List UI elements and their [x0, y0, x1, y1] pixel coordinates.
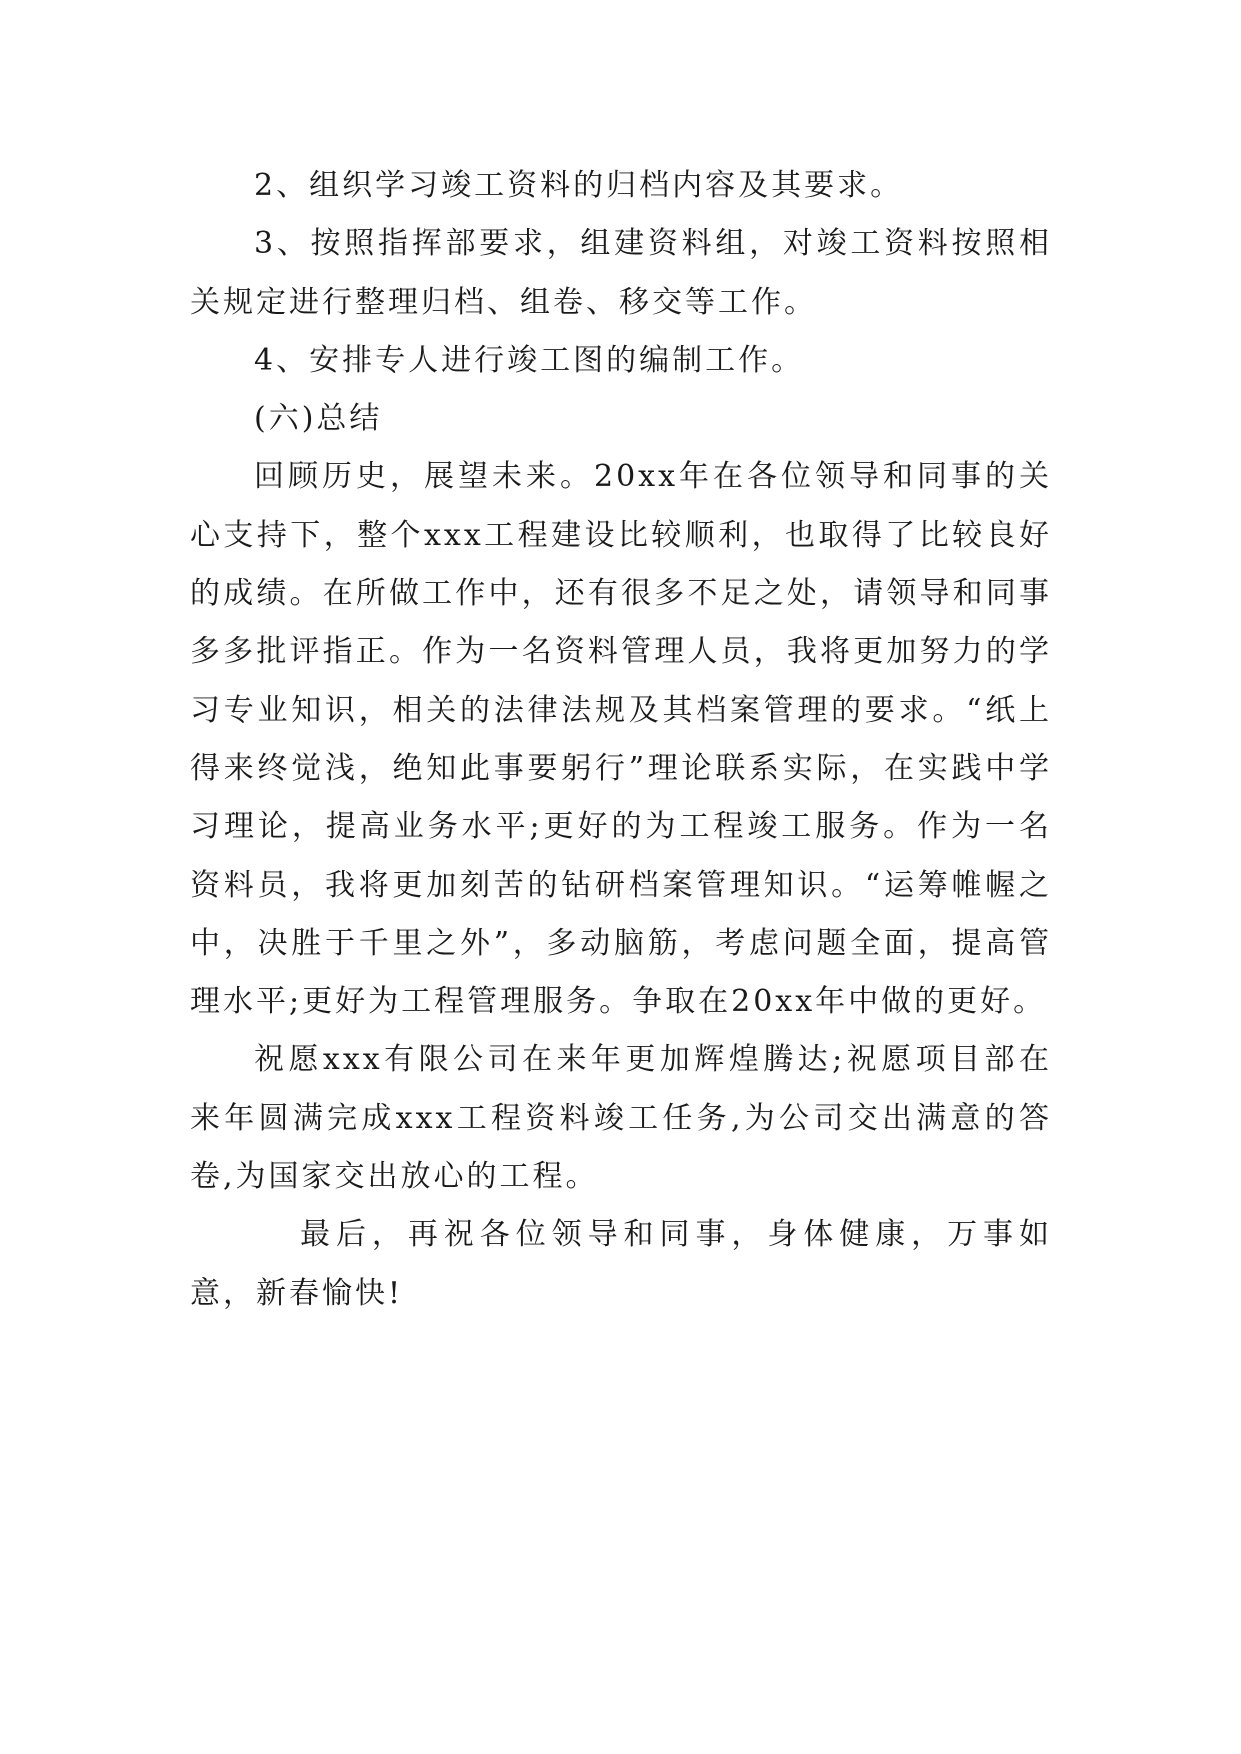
document-body [190, 157, 1052, 1323]
wishes-paragraph: 祝愿xxx有限公司在来年更加辉煌腾达;祝愿项目部在来年圆满完成xxx工程资料竣工任务,为公司交出满意的答卷,为国家交出放心的工程。 [190, 1042, 1052, 1195]
summary-paragraph: 回顾历史，展望未来。20xx年在各位领导和同事的关心支持下，整个xxx工程建设比较顺利，也取得了比较良好的成绩。在所做工作中，还有很多不足之处，请领导和同事多多批评指正。作为一名资料管理人员，我将更加努力的学习专业知识，相关的法律法规及其档案管理的要求。“纸上得来终觉浅，绝知此事要躬行”理论联系实际，在实践中学习理论，提高业务水平;更好的为工程竣工服务。作为一名资料员，我将更加刻苦的钻研档案管理知识。“运筹帷幄之中，决胜于千里之外”，多动脑筋，考虑问题全面，提高管理水平;更好为工程管理服务。争取在20xx年中做的更好。 [190, 459, 1052, 1020]
paragraph-item-2: 2、组织学习竣工资料的归档内容及其要求。 [254, 168, 904, 203]
paragraph-item-3: 3、按照指挥部要求，组建资料组，对竣工资料按照相关规定进行整理归档、组卷、移交等工作。 [190, 226, 1052, 320]
paragraph-item-4: 4、安排专人进行竣工图的编制工作。 [254, 342, 805, 378]
closing-paragraph: 最后，再祝各位领导和同事，身体健康，万事如意，新春愉快! [190, 1217, 1052, 1311]
section-heading-summary: (六)总结 [254, 401, 383, 437]
